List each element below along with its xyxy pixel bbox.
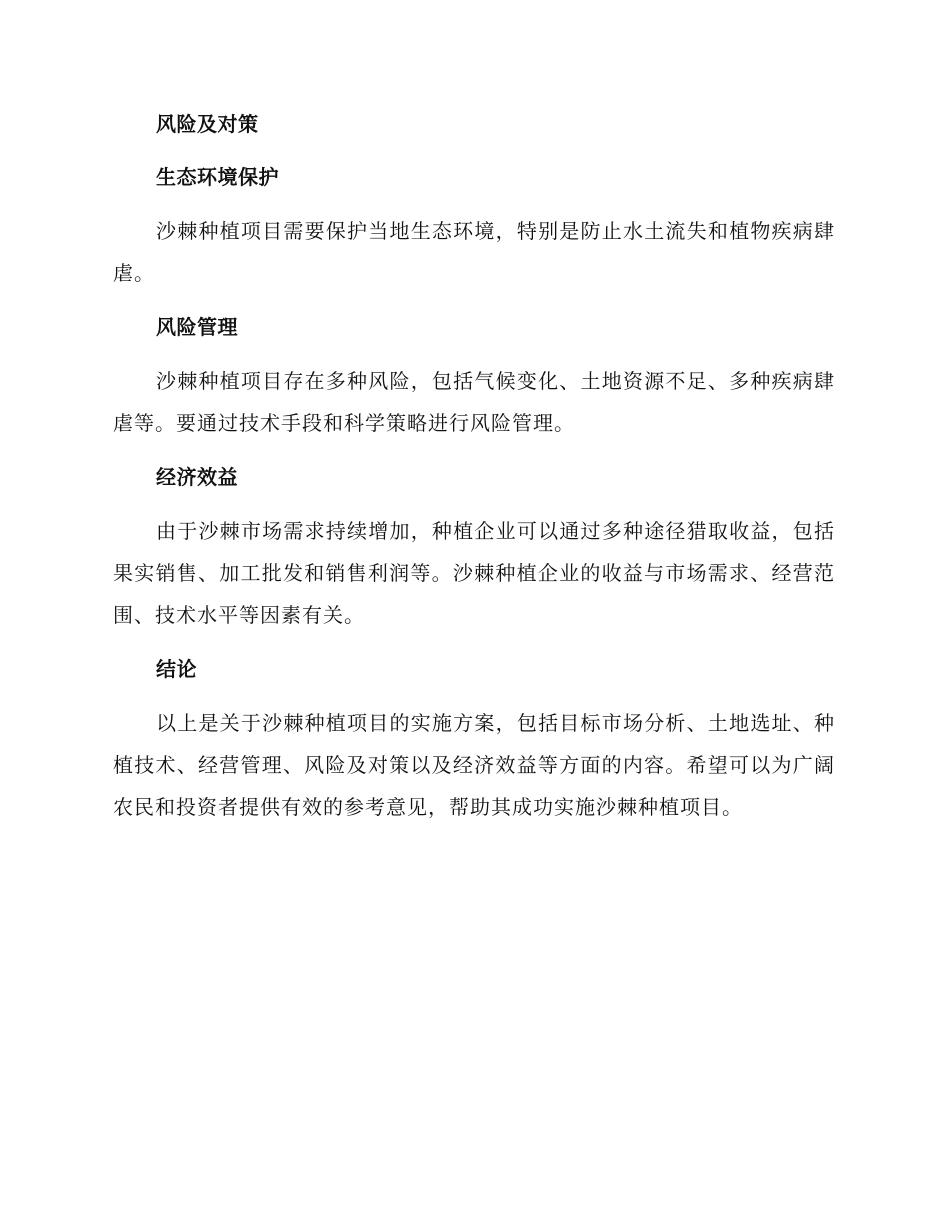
section-heading-risk-and-countermeasures: 风险及对策	[156, 112, 259, 136]
section-heading-conclusion: 结论	[156, 657, 197, 681]
section-heading-ecological-protection: 生态环境保护	[156, 165, 279, 189]
section-heading-economic-benefits: 经济效益	[156, 465, 238, 489]
paragraph-ecological-protection: 沙棘种植项目需要保护当地生态环境，特别是防止水土流失和植物疾病肆虐。	[113, 219, 835, 285]
paragraph-economic-benefits: 由于沙棘市场需求持续增加，种植企业可以通过多种途径猎取收益，包括果实销售、加工批发和销售利润等。沙棘种植企业的收益与市场需求、经营范围、技术水平等因素有关。	[113, 519, 835, 627]
paragraph-conclusion: 以上是关于沙棘种植项目的实施方案，包括目标市场分析、土地选址、种植技术、经营管理、风险及对策以及经济效益等方面的内容。希望可以为广阔农民和投资者提供有效的参考意见，帮助其成功实施沙棘种植项目。	[113, 711, 835, 819]
paragraph-risk-management: 沙棘种植项目存在多种风险，包括气候变化、土地资源不足、多种疾病肆虐等。要通过技术手段和科学策略进行风险管理。	[113, 369, 835, 435]
document-page	[113, 104, 835, 828]
section-heading-risk-management: 风险管理	[156, 315, 238, 339]
